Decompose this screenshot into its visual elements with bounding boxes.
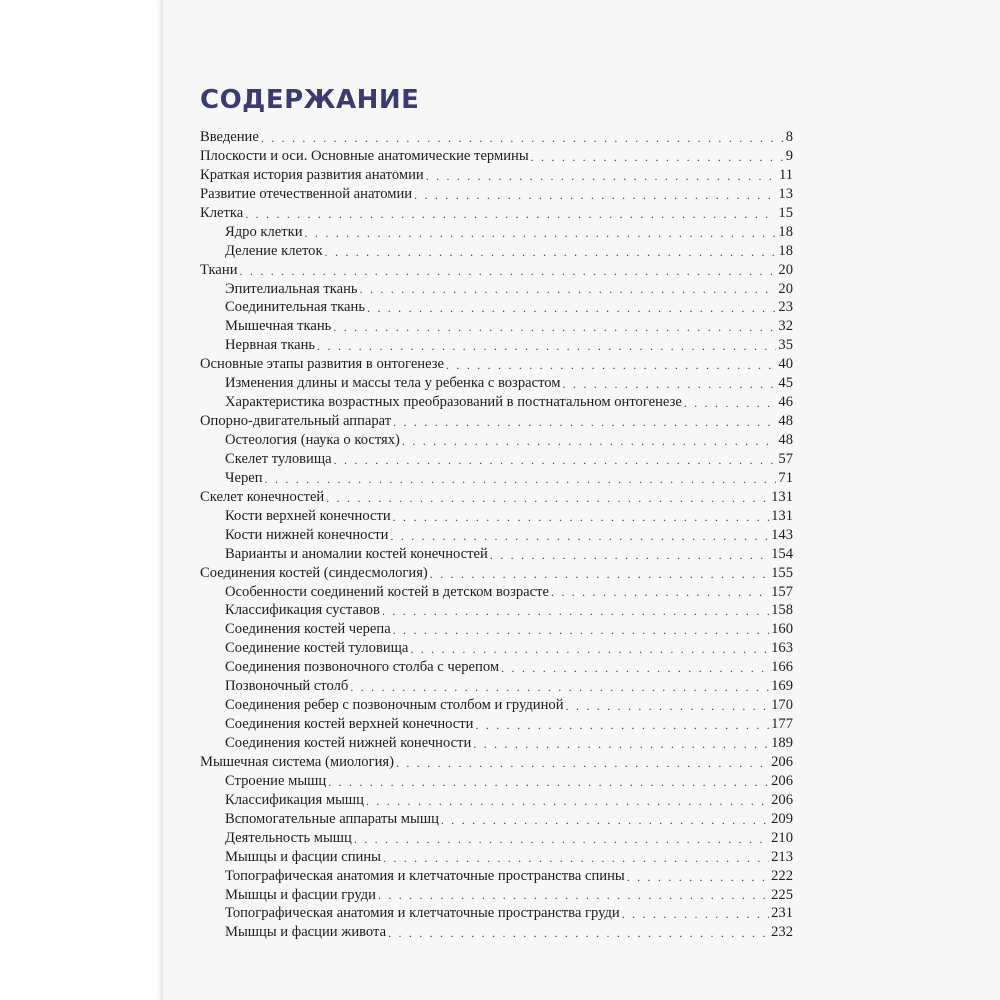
toc-entry-page-number: 163 [771,640,793,657]
toc-entry[interactable] [200,811,793,830]
toc-entry-page-number: 15 [778,204,793,221]
toc-entry[interactable] [200,413,793,432]
toc-entry-title: Вспомогательные аппараты мышц [225,810,439,827]
toc-entry-title: Варианты и аномалии костей конечностей [225,545,488,562]
toc-entry-title: Классификация мышц [225,791,364,808]
toc-entry-page-number: 40 [778,356,793,373]
toc-entry-page-number: 210 [771,829,793,846]
toc-entry[interactable] [200,792,793,811]
toc-entry-title: Мышцы и фасции живота [225,924,387,941]
toc-entry-title: Деление клеток [225,242,323,259]
toc-entry-page-number: 155 [771,564,793,581]
toc-entry[interactable] [200,337,793,356]
toc-entry-title: Соединения костей нижней конечности [225,735,472,751]
toc-entry[interactable] [200,186,793,205]
toc-entry[interactable] [200,224,793,243]
toc-entry-title: Мышечная ткань [225,318,332,335]
toc-entry-title: Соединения костей (синдесмология) [200,564,428,581]
toc-entry[interactable] [200,716,793,735]
toc-entry-page-number: 20 [778,261,793,278]
toc-dot-leader [490,549,769,561]
toc-entry-page-number: 48 [778,413,793,430]
toc-dot-leader [473,738,769,750]
toc-entry-title: Введение [200,129,259,145]
toc-entry-page-number: 143 [771,526,793,543]
toc-dot-leader [627,871,769,883]
toc-entry-title: Опорно-двигательный аппарат [200,413,392,430]
toc-entry-page-number: 222 [771,867,793,884]
toc-entry[interactable] [200,375,793,394]
toc-entry-title: Эпителиальная ткань [225,280,358,297]
toc-entry-page-number: 169 [771,678,793,695]
toc-entry-page-number: 177 [771,716,793,733]
toc-entry-page-number: 9 [785,147,793,164]
toc-entry-title: Мышцы и фасции груди [225,886,376,903]
toc-dot-leader [354,833,769,845]
toc-entry[interactable] [200,697,793,716]
toc-entry-title: Ядро клетки [225,223,303,240]
toc-entry-page-number: 8 [785,129,793,145]
toc-entry[interactable] [200,887,793,906]
toc-dot-leader [265,473,777,485]
toc-entry-title: Соединения костей верхней конечности [225,716,474,733]
toc-dot-leader [393,416,776,428]
toc-entry[interactable] [200,868,793,887]
toc-entry[interactable] [200,281,793,300]
toc-entry-page-number: 131 [771,488,793,505]
toc-entry-title: Череп [225,469,263,486]
toc-entry-title: Соединительная ткань [225,299,365,316]
toc-entry-title: Позвоночный столб [225,678,349,695]
toc-dot-leader [378,889,769,901]
toc-entry-title: Соединения костей черепа [225,621,391,638]
toc-entry-title: Ткани [200,261,238,278]
toc-dot-leader [333,321,776,333]
toc-entry-title: Деятельность мышц [225,829,352,846]
toc-dot-leader [393,511,769,523]
toc-entry-page-number: 57 [778,450,793,467]
toc-entry[interactable] [200,849,793,868]
toc-dot-leader [350,681,769,693]
toc-entry-title: Скелет конечностей [200,488,325,505]
toc-entry-page-number: 45 [778,375,793,392]
toc-entry-page-number: 11 [778,166,793,183]
toc-entry[interactable] [200,905,793,924]
toc-dot-leader [366,795,769,807]
toc-entry-page-number: 231 [771,905,793,922]
toc-entry[interactable] [200,470,793,489]
toc-entry[interactable] [200,621,793,640]
toc-entry[interactable] [200,640,793,659]
toc-entry-page-number: 189 [771,735,793,751]
toc-entry[interactable] [200,167,793,186]
toc-entry-title: Топографическая анатомия и клетчаточные пространства груди [225,905,620,922]
toc-dot-leader [334,454,777,466]
toc-entry[interactable] [200,659,793,678]
toc-entry-title: Соединения позвоночного столба с черепом [225,659,500,676]
toc-entry[interactable] [200,432,793,451]
toc-entry[interactable] [200,678,793,697]
toc-entry-page-number: 232 [771,924,793,941]
toc-entry-title: Топографическая анатомия и клетчаточные пространства спины [225,867,625,884]
toc-entry-page-number: 206 [771,753,793,770]
toc-entry-title: Особенности соединений костей в детском возрасте [225,583,549,600]
toc-entry-title: Развитие отечественной анатомии [200,185,413,202]
toc-entry[interactable] [200,129,793,148]
toc-dot-leader [245,208,776,220]
toc-entry[interactable] [200,773,793,792]
page-title: СОДЕРЖАНИЕ [200,85,420,115]
toc-dot-leader [383,852,769,864]
toc-entry-page-number: 131 [771,507,793,524]
toc-entry-page-number: 71 [778,469,793,486]
toc-entry-page-number: 18 [778,242,793,259]
toc-entry-page-number: 18 [778,223,793,240]
toc-entry-title: Кости верхней конечности [225,507,391,524]
toc-entry-page-number: 206 [771,772,793,789]
toc-entry[interactable] [200,243,793,262]
toc-dot-leader [317,340,776,352]
toc-entry-title: Краткая история развития анатомии [200,166,424,183]
toc-entry-title: Соединение костей туловища [225,640,409,657]
toc-dot-leader [475,719,769,731]
toc-entry[interactable] [200,394,793,413]
toc-entry-title: Кости нижней конечности [225,526,389,543]
toc-entry[interactable] [200,830,793,849]
toc-dot-leader [551,586,769,598]
toc-entry[interactable] [200,924,793,943]
toc-entry[interactable] [200,508,793,527]
toc-entry-title: Характеристика возрастных преобразований в постнатальном онтогенезе [225,394,682,411]
toc-entry-page-number: 35 [778,337,793,354]
toc-dot-leader [563,378,777,390]
toc-dot-leader [684,397,777,409]
toc-dot-leader [396,757,769,769]
toc-entry-page-number: 48 [778,432,793,448]
toc-entry-page-number: 154 [771,545,793,562]
toc-entry[interactable] [200,546,793,565]
toc-dot-leader [566,700,770,712]
toc-entry[interactable] [200,489,793,508]
toc-entry[interactable] [200,356,793,375]
toc-dot-leader [622,908,769,920]
toc-entry-page-number: 20 [778,280,793,297]
toc-entry-page-number: 160 [771,621,793,638]
toc-entry-page-number: 32 [778,318,793,335]
toc-entry-page-number: 166 [771,659,793,676]
toc-dot-leader [446,359,776,371]
toc-dot-leader [402,435,777,447]
toc-dot-leader [390,530,769,542]
toc-dot-leader [388,927,769,939]
toc-entry[interactable] [200,565,793,584]
toc-dot-leader [367,302,776,314]
toc-dot-leader [240,265,777,277]
toc-entry-title: Нервная ткань [225,337,316,354]
toc-entry[interactable] [200,299,793,318]
toc-dot-leader [261,132,784,144]
toc-entry-page-number: 13 [778,185,793,202]
toc-entry-page-number: 23 [778,299,793,316]
toc-dot-leader [501,662,769,674]
toc-entry-page-number: 225 [771,886,793,903]
toc-entry[interactable] [200,205,793,224]
toc-dot-leader [426,170,777,182]
toc-entry[interactable] [200,262,793,281]
toc-entry[interactable] [200,527,793,546]
toc-entry-page-number: 213 [771,848,793,865]
toc-dot-leader [326,492,769,504]
toc-entry-title: Плоскости и оси. Основные анатомические термины [200,147,529,164]
toc-dot-leader [305,227,777,239]
toc-entry-title: Соединения ребер с позвоночным столбом и грудиной [225,697,564,714]
toc-dot-leader [393,624,769,636]
toc-dot-leader [325,246,777,258]
toc-entry[interactable] [200,318,793,337]
toc-entry-title: Мышечная система (миология) [200,753,394,770]
toc-entry-page-number: 157 [771,583,793,600]
toc-entry[interactable] [200,602,793,621]
table-of-contents [200,129,793,943]
toc-entry-page-number: 158 [771,602,793,619]
toc-entry[interactable] [200,451,793,470]
toc-dot-leader [382,605,769,617]
toc-dot-leader [414,189,776,201]
toc-dot-leader [410,643,769,655]
toc-entry-page-number: 206 [771,791,793,808]
toc-entry-title: Изменения длины и массы тела у ребенка с возрастом [225,375,561,392]
toc-entry-title: Мышцы и фасции спины [225,848,381,865]
toc-dot-leader [531,151,784,163]
toc-entry[interactable] [200,735,793,754]
toc-dot-leader [430,568,769,580]
toc-entry[interactable] [200,148,793,167]
toc-entry-title: Основные этапы развития в онтогенезе [200,356,445,373]
toc-dot-leader [328,776,769,788]
toc-entry-title: Строение мышц [225,772,327,789]
toc-entry-page-number: 46 [778,394,793,411]
toc-dot-leader [441,814,769,826]
toc-entry-title: Классификация суставов [225,602,380,619]
toc-entry-title: Скелет туловища [225,450,332,467]
toc-entry-page-number: 170 [771,697,793,714]
toc-entry-title: Остеология (наука о костях) [225,432,400,448]
toc-entry[interactable] [200,584,793,603]
toc-entry-page-number: 209 [771,810,793,827]
toc-dot-leader [360,283,777,295]
toc-entry-title: Клетка [200,204,244,221]
toc-entry[interactable] [200,754,793,773]
